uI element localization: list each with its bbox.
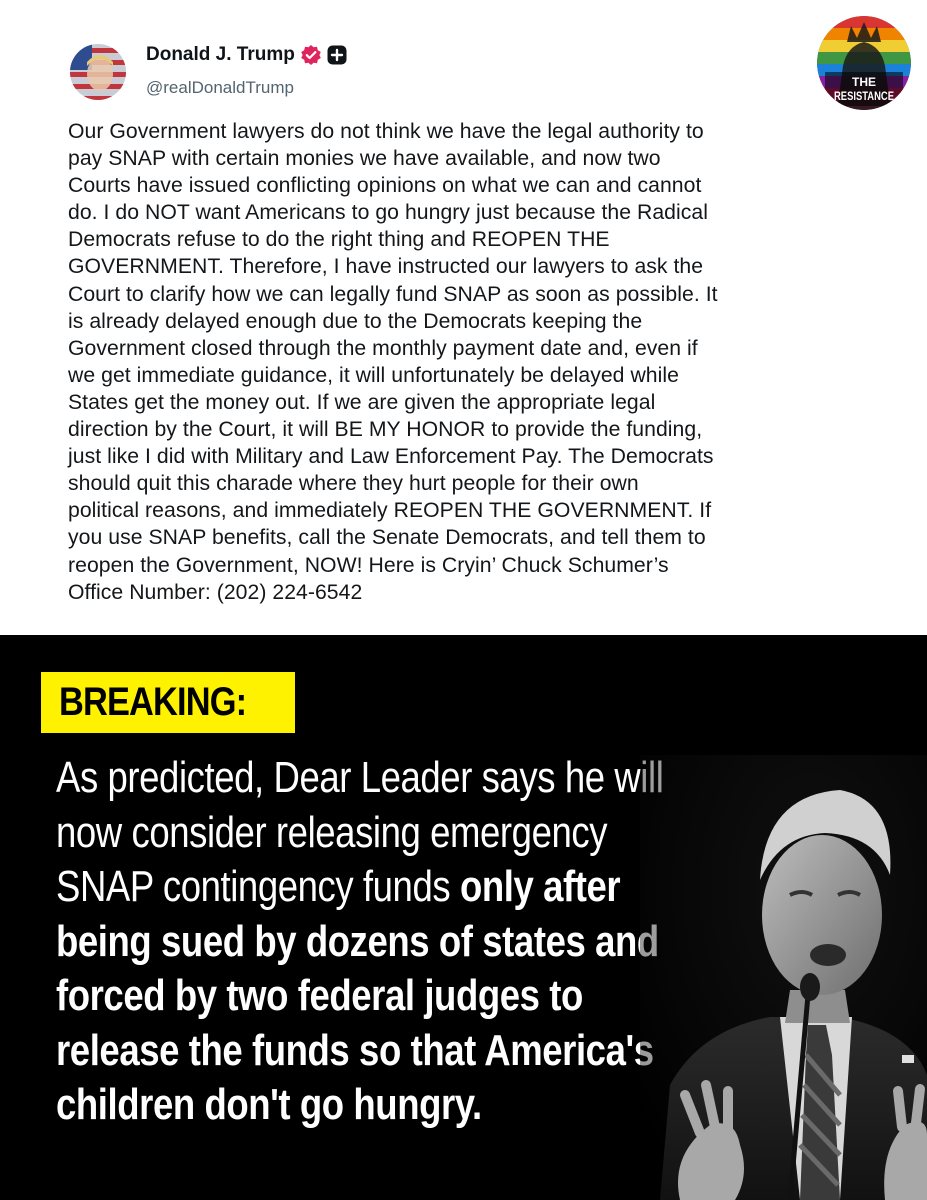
breaking-panel: [0, 635, 927, 1200]
speaker-photo: [640, 755, 927, 1200]
author-name[interactable]: [146, 44, 347, 66]
post-body-text: Our Government lawyers do not think we have the legal authority to pay SNAP with certain monies we have available, and now two Courts have issued conflicting opinions on what we can and cannot do. I do NOT want Americans to go hungry just because the Radical Democrats refuse to do the right thing and REOPEN THE GOVERNMENT. Therefore, I have instructed our lawyers to ask the Court to clarify how we can legally fund SNAP as soon as possible. It is already delayed enough due to the Democrats keeping the Government closed through the monthly payment date and, even if we get immediate guidance, it will unfortunately be delayed while States get the money out. If we are given the appropriate legal direction by the Court, it will BE MY HONOR to provide the funding, just like I did with Military and Law Enforcement Pay. The Democrats should quit this charade where they hurt people for their own political reasons, and immediately REOPEN THE GOVERNMENT. If you use SNAP benefits, call the Senate Democrats, and tell them to reopen the Government, NOW! Here is Cryin’ Chuck Schumer’s Office Number: (202) 224-6542: [68, 120, 718, 604]
author-avatar[interactable]: [70, 44, 126, 100]
logo-text-resistance: RESISTANCE: [834, 90, 894, 104]
verified-badge-icon: [301, 45, 321, 65]
plus-badge-icon: [327, 45, 347, 65]
headline-regular-text: As predicted, Dear Leader says he will now consider releasing emergency SNAP contingency funds: [56, 753, 664, 911]
author-name-text: Donald J. Trump: [146, 44, 295, 65]
headline-bold-text: only after being sued by dozens of states and forced by two federal judges to release the funds so that America's children don't go hungry.: [56, 862, 659, 1129]
breaking-tag-text: BREAKING:: [59, 680, 247, 724]
logo-text-the: THE: [852, 75, 876, 89]
breaking-headline: [56, 751, 687, 1133]
author-handle[interactable]: @realDonaldTrump: [146, 78, 294, 97]
breaking-tag: [41, 672, 295, 733]
the-resistance-logo: [817, 16, 911, 110]
